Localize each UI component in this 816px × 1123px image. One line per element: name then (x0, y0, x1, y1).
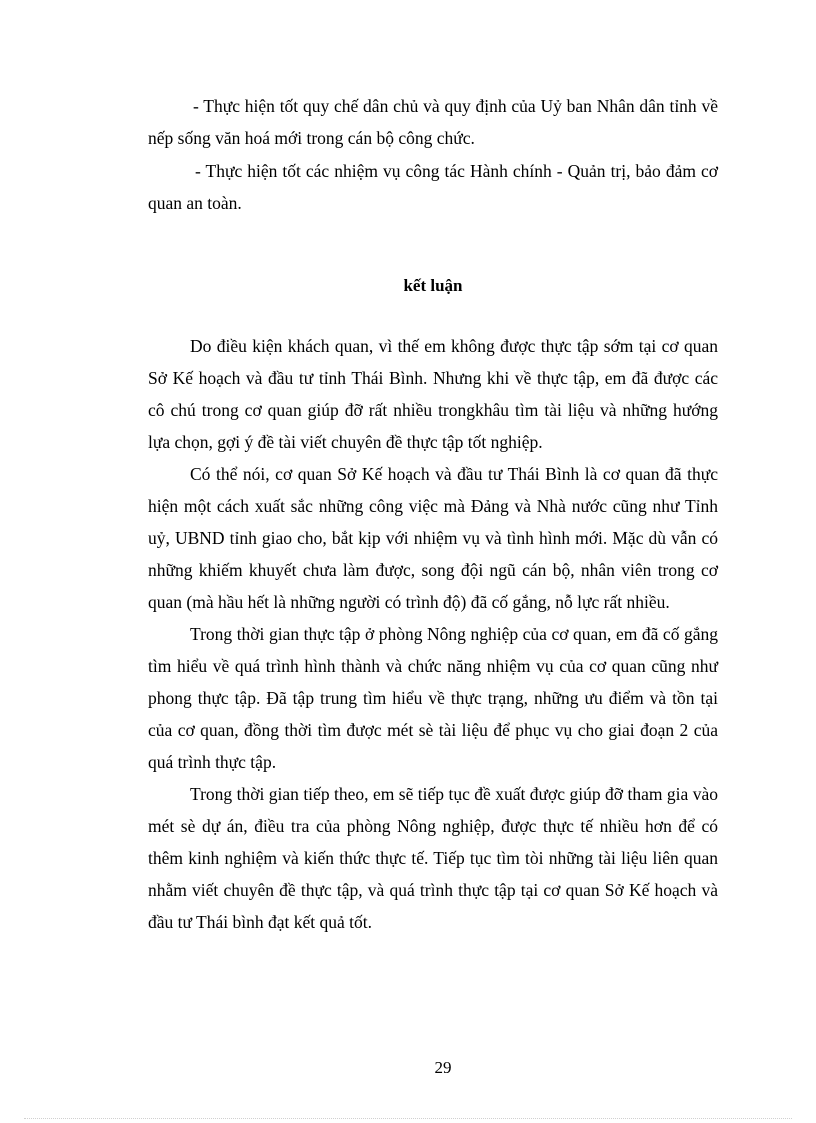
section-heading: kết luận (403, 276, 463, 295)
document-page (148, 0, 718, 1123)
page-number: 29 (434, 1058, 452, 1077)
intro-paragraph-1: - Thực hiện tốt quy chế dân chủ và quy định của Uỷ ban Nhân dân tỉnh về nếp sống văn hoá mới trong cán bộ công chức. (148, 96, 718, 148)
footer-divider (24, 1118, 792, 1119)
conclusion-paragraph-4: Trong thời gian tiếp theo, em sẽ tiếp tục đề xuất được giúp đỡ tham gia vào mét sè dự án, điều tra của phòng Nông nghiệp, được thực tế nhiều hơn để có thêm kinh nghiệm và kiến thức thực tế. Tiếp tục tìm tòi những tài liệu liên quan nhằm viết chuyên đề thực tập, và quá trình thực tập tại cơ quan Sở Kế hoạch và đầu tư Thái bình đạt kết quả tốt. (148, 784, 718, 932)
conclusion-paragraph-1: Do điều kiện khách quan, vì thế em không được thực tập sớm tại cơ quan Sở Kế hoạch và đầu tư tỉnh Thái Bình. Nhưng khi về thực tập, em đã được các cô chú trong cơ quan giúp đỡ rất nhiều trongkhâu tìm tài liệu và những hướng lựa chọn, gợi ý đề tài viết chuyên đề thực tập tốt nghiệp. (148, 336, 718, 452)
conclusion-body (148, 330, 718, 938)
intro-paragraph-2: - Thực hiện tốt các nhiệm vụ công tác Hành chính - Quản trị, bảo đảm cơ quan an toàn. (148, 161, 718, 213)
conclusion-paragraph-3: Trong thời gian thực tập ở phòng Nông nghiệp của cơ quan, em đã cố gắng tìm hiểu về quá trình hình thành và chức năng nhiệm vụ của cơ quan cũng như phong thực tập. Đã tập trung tìm hiểu về thực trạng, những ưu điểm và tồn tại của cơ quan, đồng thời tìm được mét sè tài liệu để phục vụ cho giai đoạn 2 của quá trình thực tập. (148, 624, 718, 772)
conclusion-paragraph-2: Có thể nói, cơ quan Sở Kế hoạch và đầu tư Thái Bình là cơ quan đã thực hiện một cách xuất sắc những công việc mà Đảng và Nhà nước cũng như Tỉnh uỷ, UBND tỉnh giao cho, bắt kịp với nhiệm vụ và tình hình mới. Mặc dù vẫn có những khiếm khuyết chưa làm được, song đội ngũ cán bộ, nhân viên trong cơ quan (mà hầu hết là những người có trình độ) đã cố gắng, nỗ lực rất nhiều. (148, 464, 718, 612)
